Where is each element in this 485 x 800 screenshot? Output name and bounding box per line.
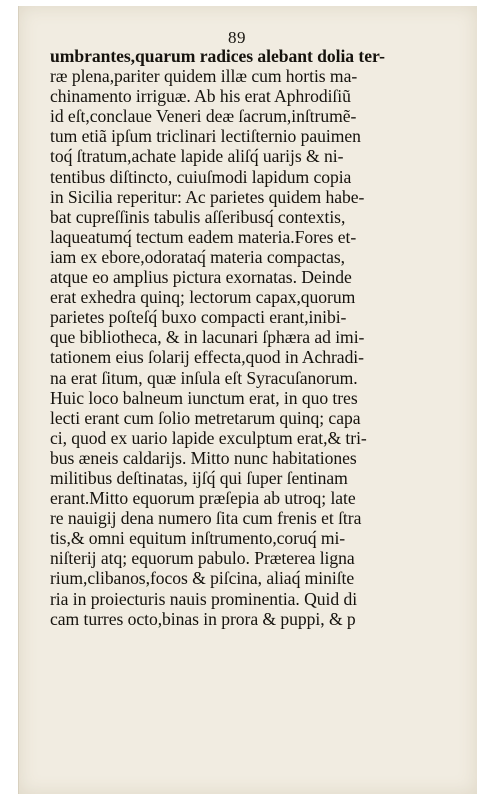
text-line: erat exhedra quinq; lectorum capax,quorum xyxy=(50,287,356,308)
text-line: umbrantes,quarum radices alebant dolia ter- xyxy=(50,46,385,66)
text-line: chinamento irriguæ. Ab his erat Aphrodiſiũ xyxy=(50,86,351,107)
text-line: Huic loco balneum iunctum erat, in quo tres xyxy=(50,387,358,408)
text-line: militibus deſtinatas, ijſq́ qui ſuper ſentinam xyxy=(50,467,348,488)
text-line: tis,& omni equitum inſtrumento,coruq́ mi- xyxy=(50,528,346,549)
text-line: tationem eius ſolarij effecta,quod in Achradi- xyxy=(50,347,364,368)
text-line: cam turres octo,binas in prora & puppi, & p xyxy=(50,608,356,629)
text-line: parietes poſteſq́ buxo compacti erant,inibi- xyxy=(50,307,347,328)
text-line: laqueatumq́ tectum eadem materia.Fores et- xyxy=(50,226,357,247)
text-line: toq́ ſtratum,achate lapide aliſq́ uarijs & ni- xyxy=(50,146,344,167)
text-line: que bibliotheca, & in lacunari ſphæra ad imi- xyxy=(50,327,365,348)
text-line: rium,clibanos,focos & piſcina, aliaq́ miniſte xyxy=(50,568,355,589)
text-line: ria in proiecturis nauis prominentia. Quid di xyxy=(50,588,358,609)
text-line: niſterij atq; equorum pabulo. Præterea ligna xyxy=(50,548,355,569)
text-line: tum etiã ipſum triclinari lectiſternio pauimen xyxy=(50,126,361,147)
text-line: ræ plena,pariter quidem illæ cum hortis ma- xyxy=(50,66,358,87)
text-line: lecti erant cum ſolio metretarum quinq; capa xyxy=(50,407,361,428)
page-number: 89 xyxy=(228,28,246,47)
text-line: bus æneis caldarijs. Mitto nunc habitationes xyxy=(50,447,357,468)
text-line: ci, quod ex uario lapide exculptum erat,& tri- xyxy=(50,427,367,448)
text-line: tentibus diſtincto, cuiuſmodi lapidum copia xyxy=(50,166,352,187)
body-text xyxy=(50,46,460,629)
text-line: bat cupreſſinis tabulis aſſeribusq́ contextis, xyxy=(50,206,346,227)
text-line: erant.Mitto equorum præſepia ab utroq; late xyxy=(50,488,356,509)
text-line: re nauigij dena numero ſita cum frenis et ſtra xyxy=(50,508,362,529)
text-line: na erat ſitum, quæ inſula eſt Syracuſanorum. xyxy=(50,367,358,388)
text-line: id eſt,conclaue Veneri deæ ſacrum,inſtrumẽ- xyxy=(50,106,357,127)
text-line: atque eo amplius pictura exornatas. Deinde xyxy=(50,267,352,288)
text-line: iam ex ebore,odorataq́ materia compactas, xyxy=(50,246,345,267)
text-line: in Sicilia reperitur: Ac parietes quidem habe- xyxy=(50,186,365,207)
